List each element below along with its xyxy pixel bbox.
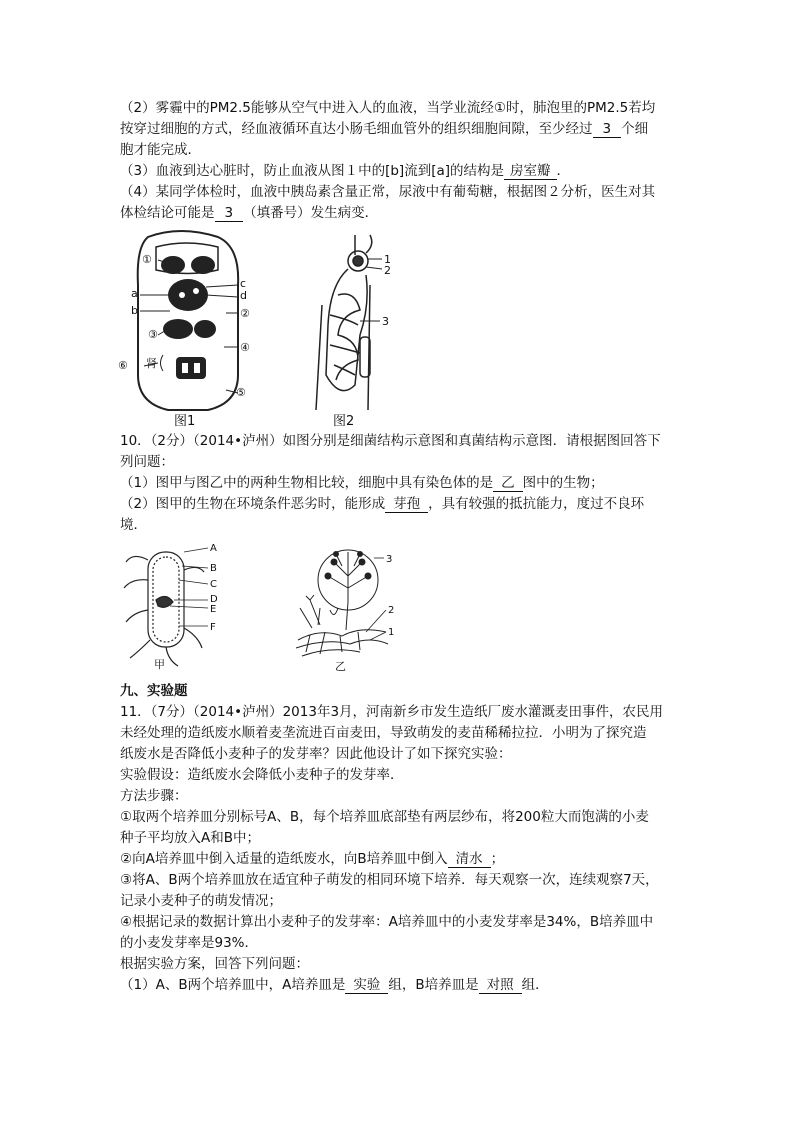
q9-part2-line3: 胞才能完成． — [120, 142, 201, 158]
fig-jia-label-A: A — [210, 543, 217, 554]
fig1-label-3: ③ — [148, 328, 158, 341]
q11-step3-line1: ③将A、B两个培养皿放在适宜种子萌发的相同环境下培养．每天观察一次，连续观察7天， — [120, 872, 659, 888]
q9-part2-line1: （2）雾霾中的PM2.5能够从空气中进入人的血液，当学业流经①时，肺泡里的PM2.5若均 — [120, 100, 656, 116]
q11-line1: 11．（7分）（2014•泸州）2013年3月，河南新乡市发生造纸厂废水灌溉麦田事件，农民用 — [120, 704, 664, 720]
fig1-label-c: c — [240, 277, 247, 290]
fig-jia-label-E: E — [210, 604, 217, 615]
q11-method-heading: 方法步骤： — [120, 788, 188, 804]
answer-blank: 对照 — [479, 977, 522, 994]
answer-blank: 3 — [215, 205, 244, 222]
q11-line2: 未经处理的造纸废水顺着麦垄流进百亩麦田，导致萌发的麦苗稀稀拉拉．小明为了探究造 — [120, 725, 647, 741]
fig-jia-label-F: F — [210, 622, 216, 633]
fig2-caption: 图2 — [333, 414, 355, 429]
fig1-label-4: ④ — [240, 341, 250, 354]
fig-jia-label-D: D — [210, 594, 218, 605]
q11-step1-line2: 种子平均放入A和B中； — [120, 830, 260, 846]
figure-jia-bacterium — [118, 540, 238, 670]
q9-part2-line2: 按穿过细胞的方式，经血液循环直达小肠毛细血管外的组织细胞间隙，至少经过 3 个细 — [120, 121, 649, 137]
q10-part2-line2: 境． — [120, 517, 147, 533]
fig2-label-3: 3 — [382, 315, 389, 328]
answer-blank: 房室瓣 — [504, 163, 557, 180]
q11-questions-intro: 根据实验方案，回答下列问题： — [120, 956, 309, 972]
fig1-label-a: a — [131, 287, 138, 300]
q9-part4-line2: 体检结论可能是 3 （填番号）发生病变． — [120, 205, 379, 221]
answer-blank: 3 — [593, 121, 622, 138]
figure-2-nephron-diagram — [300, 225, 410, 430]
fig1-label-b: b — [131, 304, 138, 317]
q11-step2-line: ②向A培养皿中倒入适量的造纸废水，向B培养皿中倒入 清水 ； — [120, 851, 505, 867]
q9-part4-line1: （4）某同学体检时，血液中胰岛素含量正常，尿液中有葡萄糖，根据图２分析，医生对其 — [120, 184, 656, 200]
answer-blank: 乙 — [493, 475, 523, 492]
figure-yi-fungus — [290, 540, 410, 675]
section-title: 九、实验题 — [120, 683, 188, 699]
fig-yi-label-3: 3 — [386, 554, 393, 565]
q11-line3: 纸废水是否降低小麦种子的发芽率？因此他设计了如下探究实验： — [120, 746, 512, 762]
answer-blank: 芽孢 — [385, 496, 428, 513]
q10-part2-line1: （2）图甲的生物在环境条件恶劣时，能形成 芽孢 ，具有较强的抵抗能力，度过不良环 — [120, 496, 645, 512]
answer-blank: 实验 — [345, 977, 388, 994]
figure-1-circulation-diagram — [118, 225, 268, 430]
q11-hypothesis: 实验假设：造纸废水会降低小麦种子的发芽率． — [120, 767, 404, 783]
fig1-label-2: ② — [240, 307, 250, 320]
q11-step1-line1: ①取两个培养皿分别标号A、B，每个培养皿底部垫有两层纱布，将200粒大而饱满的小麦 — [120, 809, 649, 825]
fig-jia-label-B: B — [210, 563, 217, 574]
fig1-caption: 图1 — [174, 414, 196, 429]
fig-jia-label-C: C — [210, 579, 217, 590]
answer-blank: 清水 — [448, 851, 491, 868]
fig2-label-1: 1 — [384, 253, 391, 266]
q11-step3-line2: 记录小麦种子的萌发情况； — [120, 893, 282, 909]
fig1-label-6: ⑥ — [118, 359, 128, 372]
fig-yi-label-2: 2 — [388, 605, 395, 616]
q9-part3-line: （3）血液到达心脏时，防止血液从图１中的[b]流到[a]的结构是 房室瓣 ． — [120, 163, 570, 179]
fig1-label-d: d — [240, 289, 247, 302]
q11-step4-line1: ④根据记录的数据计算出小麦种子的发芽率：A培养皿中的小麦发芽率是34%，B培养皿中 — [120, 914, 654, 930]
fig-yi-caption: 乙 — [335, 660, 346, 673]
q11-part1-line: （1）A、B两个培养皿中，A培养皿是 实验 组，B培养皿是 对照 组． — [120, 977, 549, 993]
fig2-label-2: 2 — [384, 264, 391, 277]
fig1-label-5: ⑤ — [236, 386, 246, 399]
q11-step4-line2: 的小麦发芽率是93%． — [120, 935, 259, 951]
fig-jia-caption: 甲 — [154, 658, 165, 670]
q10-part1-line: （1）图甲与图乙中的两种生物相比较，细胞中具有染色体的是 乙 图中的生物； — [120, 475, 604, 491]
q10-head-line2: 列问题： — [120, 454, 174, 470]
fig-yi-label-1: 1 — [388, 627, 395, 638]
fig1-label-kidney: 肾 — [146, 357, 157, 370]
fig1-label-1: ① — [142, 253, 152, 266]
q10-head-line1: 10．（2分）（2014•泸州）如图分别是细菌结构示意图和真菌结构示意图．请根据图回答下 — [120, 433, 661, 449]
